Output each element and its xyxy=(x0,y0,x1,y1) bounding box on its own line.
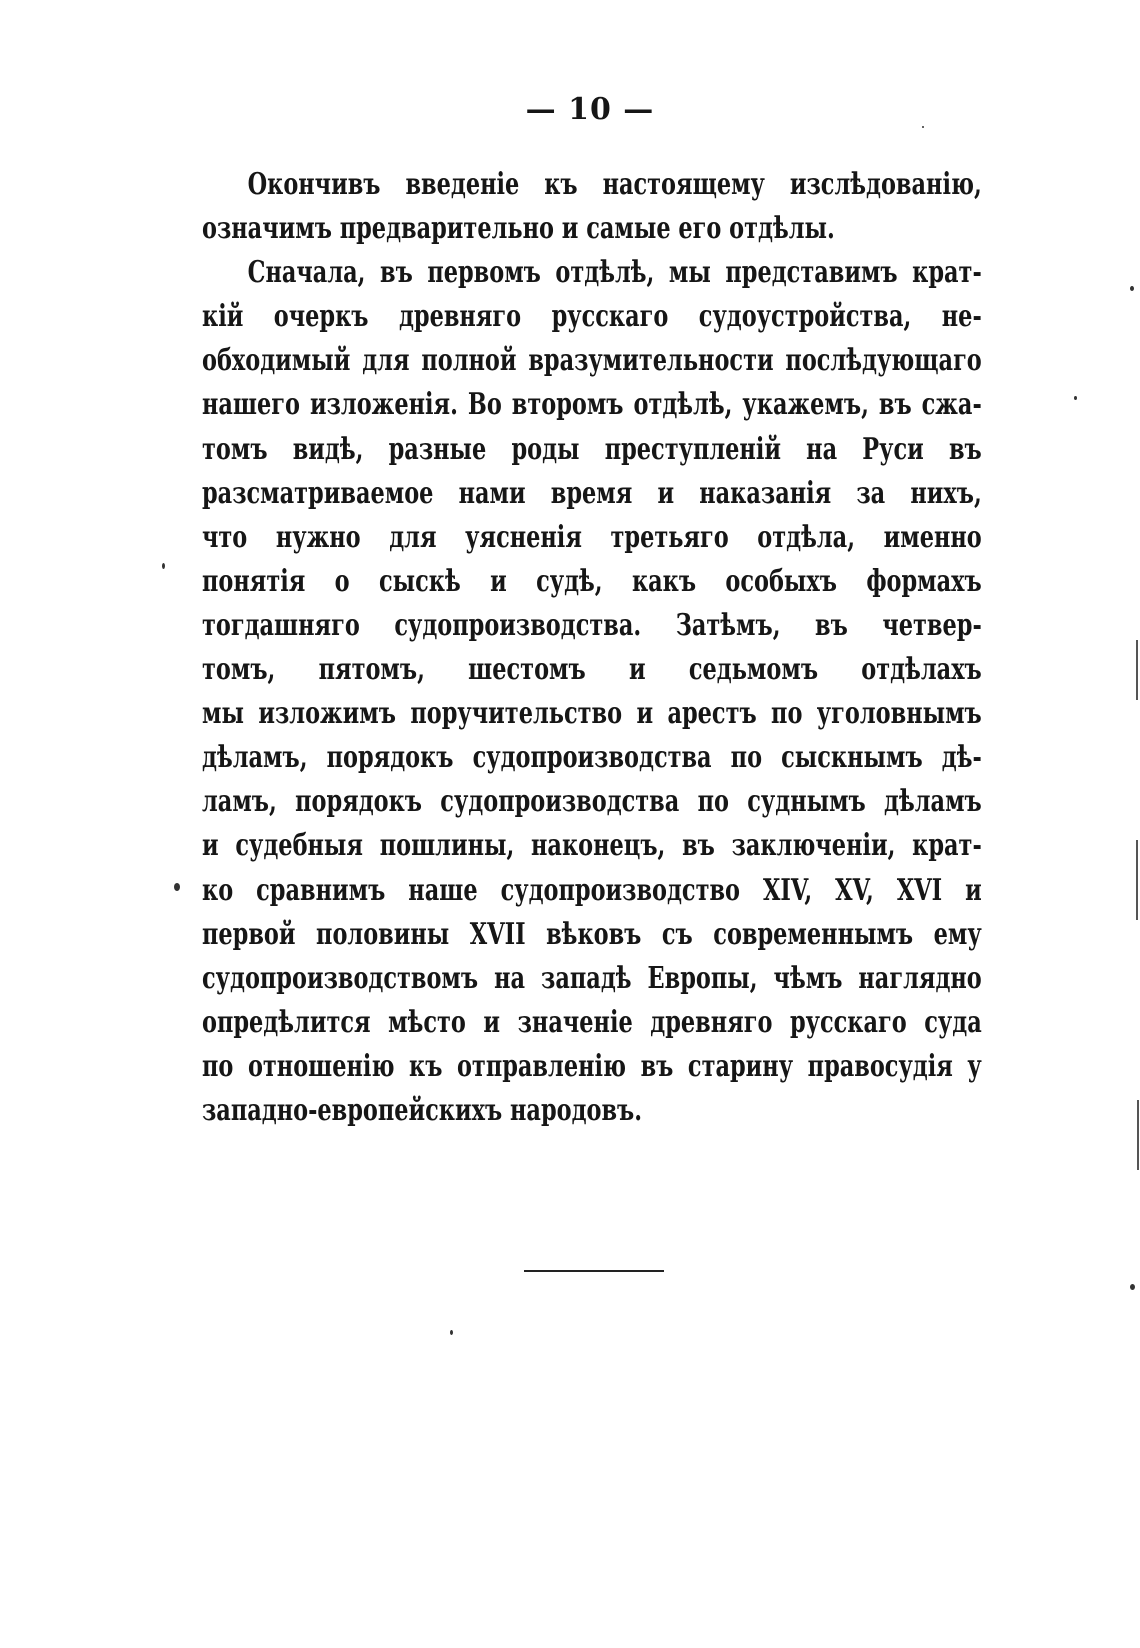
text-line: обходимый для полной вразумительности послѣдующаго xyxy=(202,342,982,378)
text-line: ко сравнимъ наше судопроизводство XIV, XV, XVI и xyxy=(202,871,982,907)
scan-speck xyxy=(450,1330,453,1335)
text-line: западно-европейскихъ народовъ. xyxy=(202,1091,643,1127)
text-line: Сначала, въ первомъ отдѣлѣ, мы представимъ крат- xyxy=(247,254,982,290)
section-end-rule xyxy=(524,1270,664,1272)
text-line: разсматриваемое нами время и наказанія за нихъ, xyxy=(202,474,982,510)
scan-edge-line xyxy=(1136,640,1138,700)
text-line: тогдашняго судопроизводства. Затѣмъ, въ четвер- xyxy=(202,606,982,642)
scan-speck xyxy=(162,563,165,569)
text-line: томъ, пятомъ, шестомъ и седьмомъ отдѣлахъ xyxy=(202,651,982,687)
text-line: и судебныя пошлины, наконецъ, въ заключеніи, крат- xyxy=(202,827,982,863)
text-line: опредѣлится мѣсто и значеніе древняго русскаго суда xyxy=(202,1003,982,1039)
scan-speck xyxy=(922,126,924,128)
scan-speck xyxy=(1130,286,1134,291)
scan-edge-line xyxy=(1137,1100,1139,1170)
text-line: томъ видѣ, разные роды преступленій на Руси въ xyxy=(202,430,982,466)
text-line: означимъ предварительно и самые его отдѣлы. xyxy=(202,210,835,246)
scan-speck xyxy=(1130,1284,1135,1290)
text-line: нашего изложенія. Во второмъ отдѣлѣ, укажемъ, въ сжа- xyxy=(202,386,982,422)
page-number: — 10 — xyxy=(525,92,655,127)
text-line: ламъ, порядокъ судопроизводства по суднымъ дѣламъ xyxy=(202,783,982,819)
text-line: дѣламъ, порядокъ судопроизводства по сыскнымъ дѣ- xyxy=(202,739,982,775)
text-line: кій очеркъ древняго русскаго судоустройства, не- xyxy=(202,298,982,334)
scan-speck xyxy=(1074,396,1077,400)
text-line: что нужно для уясненія третьяго отдѣла, именно xyxy=(202,518,982,554)
text-line: судопроизводствомъ на западѣ Европы, чѣмъ наглядно xyxy=(202,959,982,995)
text-line: Окончивъ введеніе къ настоящему изслѣдованію, xyxy=(247,166,982,201)
scan-edge-line xyxy=(1136,840,1138,920)
text-line: первой половины XVII вѣковъ съ современнымъ ему xyxy=(202,915,982,951)
text-line: мы изложимъ поручительство и арестъ по уголовнымъ xyxy=(202,695,982,731)
body-text xyxy=(202,162,982,1132)
text-line: понятія о сыскѣ и судѣ, какъ особыхъ формахъ xyxy=(202,562,982,598)
scan-speck xyxy=(174,883,180,891)
text-line: по отношенію къ отправленію въ старину правосудія у xyxy=(202,1047,982,1083)
